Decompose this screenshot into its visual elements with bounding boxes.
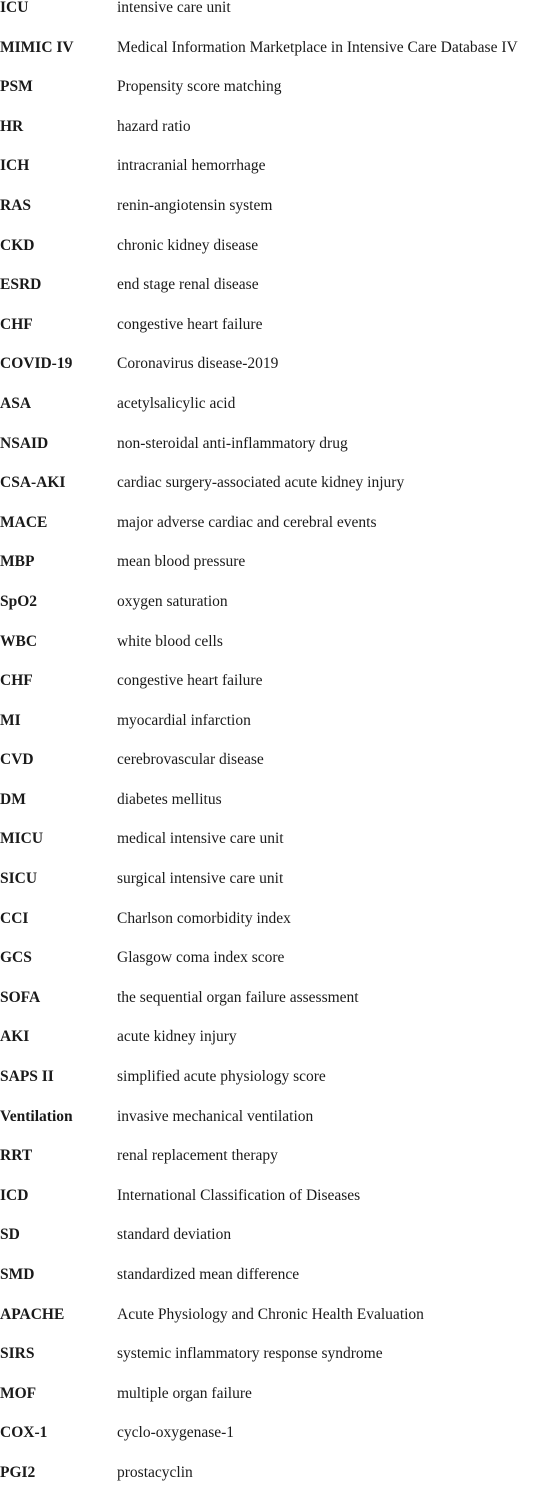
abbreviation-definition: Acute Physiology and Chronic Health Evaluation bbox=[117, 1305, 424, 1323]
abbreviation-definition: invasive mechanical ventilation bbox=[117, 1107, 314, 1125]
abbreviation-definition: Coronavirus disease-2019 bbox=[117, 355, 279, 373]
abbreviation-row bbox=[0, 0, 558, 28]
abbreviation-term: CVD bbox=[0, 751, 34, 769]
abbreviation-term: ICU bbox=[0, 0, 29, 16]
abbreviation-row bbox=[0, 1334, 558, 1374]
abbreviation-row bbox=[0, 1136, 558, 1176]
abbreviation-term: HR bbox=[0, 117, 24, 135]
abbreviation-term: ASA bbox=[0, 394, 32, 412]
abbreviation-row bbox=[0, 701, 558, 741]
abbreviation-term: MBP bbox=[0, 553, 35, 571]
abbreviation-term: ICD bbox=[0, 1186, 29, 1204]
abbreviation-term: PSM bbox=[0, 78, 33, 96]
abbreviation-row bbox=[0, 1017, 558, 1057]
abbreviation-definition: major adverse cardiac and cerebral events bbox=[117, 513, 377, 531]
abbreviation-row bbox=[0, 661, 558, 701]
abbreviation-row bbox=[0, 503, 558, 543]
abbreviation-definition: medical intensive care unit bbox=[117, 830, 284, 848]
abbreviation-term: MOF bbox=[0, 1384, 37, 1402]
abbreviation-row bbox=[0, 859, 558, 899]
abbreviation-row bbox=[0, 978, 558, 1018]
abbreviation-row bbox=[0, 28, 558, 68]
abbreviation-row bbox=[0, 1453, 558, 1493]
abbreviation-definition: standard deviation bbox=[117, 1226, 232, 1244]
abbreviation-row bbox=[0, 1215, 558, 1255]
abbreviation-row bbox=[0, 305, 558, 345]
abbreviation-term: RAS bbox=[0, 196, 32, 214]
abbreviation-term: SICU bbox=[0, 870, 38, 888]
abbreviation-definition: myocardial infarction bbox=[117, 711, 251, 729]
abbreviation-definition: diabetes mellitus bbox=[117, 790, 222, 808]
abbreviation-definition: multiple organ failure bbox=[117, 1384, 252, 1402]
abbreviation-definition: standardized mean difference bbox=[117, 1266, 300, 1283]
abbreviation-definition: systemic inflammatory response syndrome bbox=[117, 1345, 383, 1363]
abbreviation-term: Ventilation bbox=[0, 1107, 73, 1125]
abbreviation-row bbox=[0, 424, 558, 464]
abbreviation-term: ESRD bbox=[0, 276, 42, 294]
abbreviation-row bbox=[0, 740, 558, 780]
abbreviation-definition: intensive care unit bbox=[117, 0, 231, 16]
abbreviation-definition: Medical Information Marketplace in Intensive Care Database IV bbox=[117, 38, 518, 56]
abbreviation-definition: cyclo-oxygenase-1 bbox=[117, 1424, 235, 1442]
abbreviation-term: SD bbox=[0, 1226, 20, 1244]
abbreviation-definition: mean blood pressure bbox=[117, 553, 246, 571]
abbreviation-definition: acetylsalicylic acid bbox=[117, 394, 236, 412]
abbreviation-term: NSAID bbox=[0, 434, 49, 452]
abbreviation-term: RRT bbox=[0, 1147, 33, 1165]
abbreviation-definition: renal replacement therapy bbox=[117, 1147, 278, 1165]
abbreviation-definition: renin-angiotensin system bbox=[117, 196, 273, 214]
abbreviation-row bbox=[0, 1374, 558, 1414]
abbreviation-term: PGI2 bbox=[0, 1463, 36, 1481]
abbreviation-term: MIMIC IV bbox=[0, 38, 74, 56]
abbreviation-definition: simplified acute physiology score bbox=[117, 1068, 326, 1086]
abbreviation-definition: congestive heart failure bbox=[117, 315, 263, 333]
abbreviation-definition: prostacyclin bbox=[117, 1463, 193, 1481]
abbreviation-row bbox=[0, 1057, 558, 1097]
abbreviation-term: MI bbox=[0, 711, 21, 729]
abbreviation-row bbox=[0, 186, 558, 226]
abbreviation-term: MICU bbox=[0, 830, 44, 848]
abbreviation-term: CHF bbox=[0, 315, 33, 333]
abbreviation-term: CSA-AKI bbox=[0, 474, 66, 492]
abbreviation-definition: Glasgow coma index score bbox=[117, 949, 285, 967]
abbreviation-definition: end stage renal disease bbox=[117, 276, 259, 294]
abbreviation-definition: chronic kidney disease bbox=[117, 236, 259, 254]
abbreviation-row bbox=[0, 542, 558, 582]
abbreviation-definition: congestive heart failure bbox=[117, 672, 263, 690]
abbreviation-row bbox=[0, 1413, 558, 1453]
abbreviation-definition: surgical intensive care unit bbox=[117, 870, 284, 888]
abbreviation-definition: white blood cells bbox=[117, 632, 223, 650]
abbreviation-term: SpO2 bbox=[0, 592, 38, 610]
abbreviation-row bbox=[0, 1097, 558, 1137]
abbreviation-term: SAPS II bbox=[0, 1068, 54, 1086]
abbreviation-row bbox=[0, 622, 558, 662]
abbreviation-term: CCI bbox=[0, 909, 29, 927]
abbreviation-row bbox=[0, 899, 558, 939]
abbreviation-term: CHF bbox=[0, 672, 33, 690]
abbreviation-definition: cardiac surgery-associated acute kidney injury bbox=[117, 474, 405, 492]
abbreviation-row bbox=[0, 938, 558, 978]
abbreviation-term: SMD bbox=[0, 1266, 35, 1283]
abbreviation-definition: hazard ratio bbox=[117, 117, 191, 135]
abbreviation-term: ICH bbox=[0, 157, 30, 175]
abbreviation-definition: intracranial hemorrhage bbox=[117, 157, 266, 175]
abbreviation-definition: cerebrovascular disease bbox=[117, 751, 264, 769]
abbreviation-term: MACE bbox=[0, 513, 48, 531]
abbreviation-definition: non-steroidal anti-inflammatory drug bbox=[117, 434, 348, 452]
abbreviation-row bbox=[0, 226, 558, 266]
abbreviation-definition: the sequential organ failure assessment bbox=[117, 988, 359, 1006]
abbreviation-row bbox=[0, 463, 558, 503]
abbreviation-definition: oxygen saturation bbox=[117, 592, 228, 610]
abbreviation-term: COX-1 bbox=[0, 1424, 48, 1442]
abbreviation-row bbox=[0, 67, 558, 107]
abbreviation-term: SOFA bbox=[0, 988, 41, 1006]
abbreviation-row bbox=[0, 582, 558, 622]
abbreviation-row bbox=[0, 780, 558, 820]
abbreviation-term: APACHE bbox=[0, 1305, 65, 1323]
abbreviation-term: GCS bbox=[0, 949, 32, 967]
abbreviation-term: DM bbox=[0, 790, 26, 808]
abbreviation-definition: International Classification of Diseases bbox=[117, 1186, 361, 1204]
abbreviation-row bbox=[0, 819, 558, 859]
abbreviation-row bbox=[0, 1255, 558, 1295]
abbreviation-row bbox=[0, 344, 558, 384]
abbreviation-definition: Propensity score matching bbox=[117, 78, 282, 96]
abbreviation-definition: acute kidney injury bbox=[117, 1028, 237, 1046]
abbreviation-row bbox=[0, 107, 558, 147]
abbreviation-row bbox=[0, 1176, 558, 1216]
abbreviation-definition: Charlson comorbidity index bbox=[117, 909, 291, 927]
abbreviation-row bbox=[0, 265, 558, 305]
abbreviation-term: COVID-19 bbox=[0, 355, 73, 373]
abbreviation-term: AKI bbox=[0, 1028, 30, 1046]
abbreviation-term: SIRS bbox=[0, 1345, 35, 1363]
abbreviation-row bbox=[0, 146, 558, 186]
abbreviation-term: CKD bbox=[0, 236, 35, 254]
abbreviation-row bbox=[0, 1295, 558, 1335]
abbreviation-term: WBC bbox=[0, 632, 38, 650]
abbreviation-row bbox=[0, 384, 558, 424]
